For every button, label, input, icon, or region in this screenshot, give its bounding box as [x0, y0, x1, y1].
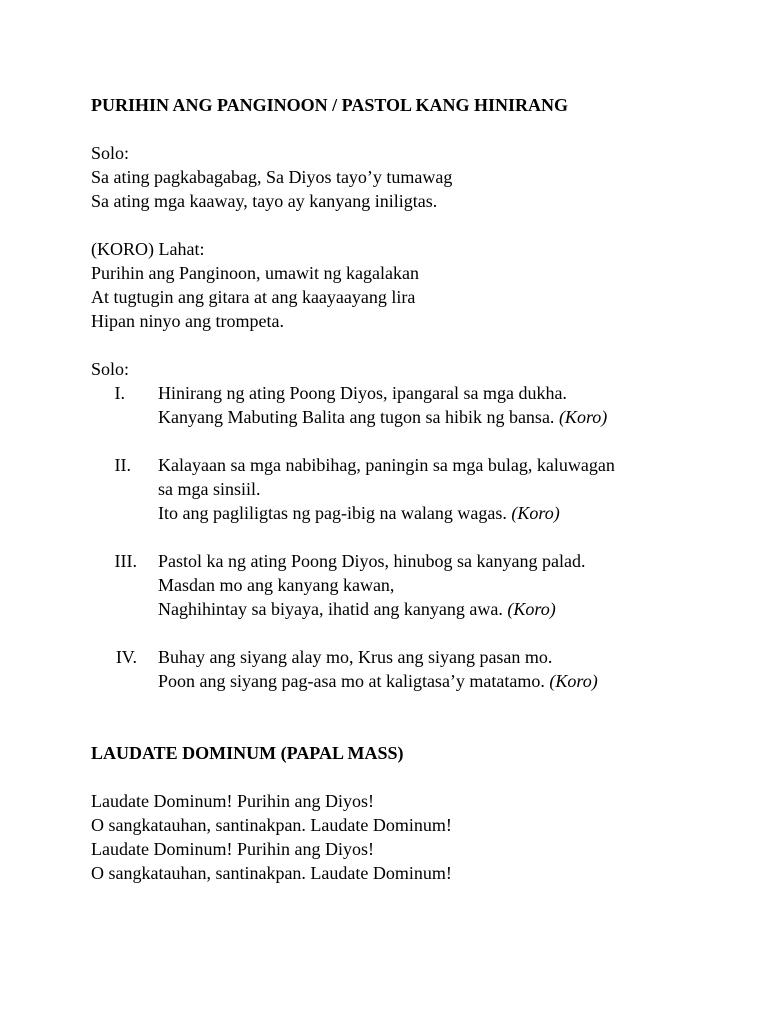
lyric-line: Poon ang siyang pag-asa mo at kaligtasa’y matatamo. (Koro)	[158, 671, 598, 691]
lyric-line: Sa ating mga kaaway, tayo ay kanyang iniligtas.	[91, 191, 438, 211]
chorus-label: (KORO) Lahat:	[91, 239, 205, 259]
lyric-line: O sangkatauhan, santinakpan. Laudate Dominum!	[91, 863, 452, 883]
solo-label: Solo:	[91, 359, 130, 379]
lyric-line: Masdan mo ang kanyang kawan,	[158, 575, 395, 595]
lyric-line: Purihin ang Panginoon, umawit ng kagalakan	[91, 263, 419, 283]
verse-item	[91, 549, 691, 621]
verse-numeral: I.	[114, 383, 125, 403]
laudate-lyrics	[91, 789, 691, 885]
verse-list	[91, 381, 691, 693]
lyric-line: Buhay ang siyang alay mo, Krus ang siyang pasan mo.	[158, 647, 553, 667]
lyric-line: Laudate Dominum! Purihin ang Diyos!	[91, 839, 374, 859]
solo-label: Solo:	[91, 143, 130, 163]
lyric-line: Hinirang ng ating Poong Diyos, ipangaral sa mga dukha.	[158, 383, 567, 403]
lyric-line: Sa ating pagkabagabag, Sa Diyos tayo’y tumawag	[91, 167, 453, 187]
verse-numeral: IV.	[115, 647, 137, 667]
lyric-line: At tugtugin ang gitara at ang kaayaayang lira	[91, 287, 416, 307]
song-title-purihin: PURIHIN ANG PANGINOON / PASTOL KANG HINIRANG	[91, 95, 569, 115]
solo-section-1	[91, 141, 691, 213]
lyric-line: Pastol ka ng ating Poong Diyos, hinubog sa kanyang palad.	[158, 551, 586, 571]
lyric-line: Laudate Dominum! Purihin ang Diyos!	[91, 791, 374, 811]
lyric-line: O sangkatauhan, santinakpan. Laudate Dominum!	[91, 815, 452, 835]
lyric-line: sa mga sinsiil.	[158, 479, 261, 499]
document-page	[91, 93, 691, 885]
koro-marker: (Koro)	[549, 671, 598, 691]
song-title-laudate: LAUDATE DOMINUM (PAPAL MASS)	[91, 743, 404, 763]
verse-item	[91, 453, 691, 525]
verse-numeral: II.	[114, 455, 131, 475]
koro-marker: (Koro)	[558, 407, 608, 427]
lyric-line: Kanyang Mabuting Balita ang tugon sa hibik ng bansa. (Koro)	[158, 407, 608, 427]
lyric-line: Hipan ninyo ang trompeta.	[91, 311, 284, 331]
verse-item	[91, 381, 691, 429]
koro-marker: (Koro)	[507, 599, 556, 619]
lyric-line: Naghihintay sa biyaya, ihatid ang kanyang awa. (Koro)	[158, 599, 556, 619]
verse-numeral: III.	[114, 551, 137, 571]
koro-marker: (Koro)	[511, 503, 560, 523]
chorus-section	[91, 237, 691, 333]
lyric-line: Ito ang pagliligtas ng pag-ibig na walang wagas. (Koro)	[158, 503, 560, 523]
lyric-line: Kalayaan sa mga nabibihag, paningin sa mga bulag, kaluwagan	[158, 455, 615, 475]
verse-item	[91, 645, 691, 693]
